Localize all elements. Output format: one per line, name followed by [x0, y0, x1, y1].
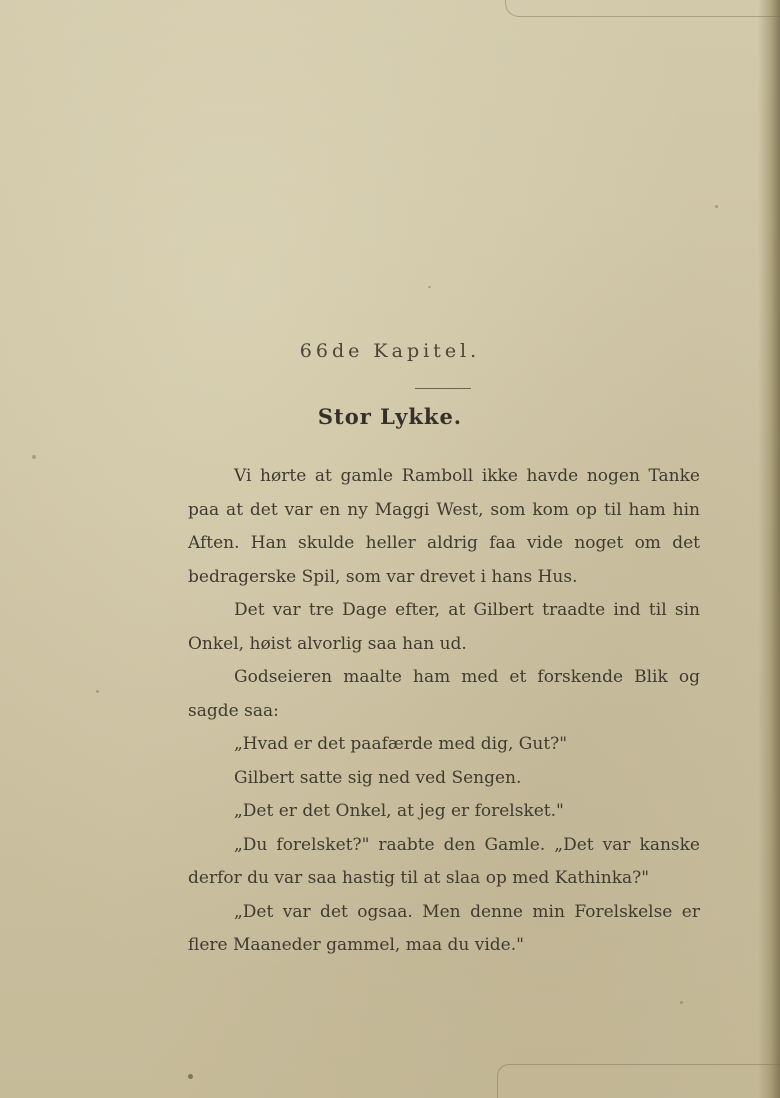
paragraph: „Det var det ogsaa. Men denne min Forelskelse er flere Maaneder gammel, maa du vide." [188, 901, 700, 955]
paper-speck [428, 286, 431, 288]
paragraph: „Hvad er det paafærde med dig, Gut?" [234, 734, 568, 754]
paper-speck [96, 690, 99, 693]
paper-speck [715, 205, 718, 208]
bottom-page-fold [497, 1064, 780, 1098]
paragraph: Gilbert satte sig ned ved Sengen. [234, 767, 522, 788]
page-edge-shadow [758, 0, 780, 1098]
paragraph: Vi hørte at gamle Ramboll ikke havde nogen Tanke paa at det var en ny Maggi West, som kom op til ham hin Aften. Han skulde heller aldrig faa vide noget om det bedragerske Spil, som var drevet i hans Hus. [188, 466, 700, 587]
chapter-heading: 66de Kapitel. [299, 340, 481, 362]
title-divider [415, 388, 471, 389]
paragraph: Godseieren maalte ham med et forskende Blik og sagde saa: [188, 667, 700, 721]
chapter-title: Stor Lykke. [317, 404, 463, 429]
top-page-fold [505, 0, 780, 17]
paper-speck [188, 1074, 193, 1079]
paragraph: „Det er det Onkel, at jeg er forelsket." [234, 801, 564, 821]
paper-speck [680, 1001, 683, 1004]
paper-speck [32, 455, 36, 459]
chapter-body [188, 460, 700, 963]
paragraph: „Du forelsket?" raabte den Gamle. „Det var kanske derfor du var saa hastig til at slaa op med Kathinka?" [188, 834, 700, 888]
paragraph: Det var tre Dage efter, at Gilbert traadte ind til sin Onkel, høist alvorlig saa han ud. [188, 600, 700, 654]
